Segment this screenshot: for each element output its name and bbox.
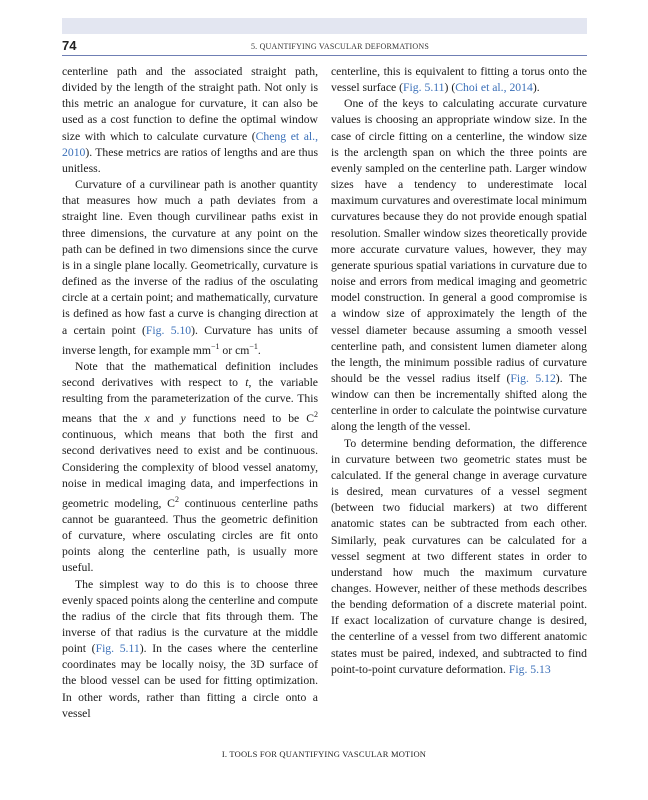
citation-link[interactable]: Fig. 5.11: [95, 642, 140, 656]
superscript: −1: [210, 341, 220, 351]
text-run: Note that the mathematical definition includes second derivatives with respect to: [62, 359, 318, 389]
header-band: [62, 18, 587, 34]
math-variable: x: [144, 412, 150, 426]
text-run: ). In the cases where the centerline coordinates may be locally noisy, the 3D surface of the blood vessel can be used for fitting optimization. In other words, rather than fitting a circle onto a vessel: [62, 642, 318, 720]
text-run: The simplest way to do this is to choose three evenly spaced points along the centerline and compute the radius of the circle that fits through them. The inverse of that radius is the curvature at the middle point (: [62, 577, 318, 656]
text-run: .: [257, 343, 261, 357]
left-column: [62, 64, 318, 722]
paragraph-p4: [62, 577, 318, 722]
citation-link[interactable]: Cheng et al., 2010: [62, 129, 318, 159]
citation-link[interactable]: Fig. 5.13: [508, 662, 551, 676]
header-rule: [62, 55, 587, 56]
text-run: and: [149, 412, 181, 426]
text-run: , the variable resulting from the parameterization of the curve. This means that the: [62, 375, 318, 426]
citation-link[interactable]: Choi et al., 2014: [455, 81, 533, 95]
text-run: or cm: [219, 343, 250, 357]
superscript: 2: [314, 410, 318, 420]
superscript: −1: [249, 341, 258, 351]
citation-link[interactable]: Fig. 5.11: [403, 81, 445, 95]
text-run: To determine bending deformation, the difference in curvature between two geometric states must be calculated. If the general change in average curvature is desired, mean curvatures of a vessel segment (between two fiducial markers) at two different anatomic states can be subtracted from each other. Similarly, peak curvatures can be calculated for a vessel segment at two different states in order to understand how much the maximum curvature changes. However, neither of these methods describes the bending deformation of a discrete material point. If exact localization of curvature change is desired, the centerline of a vessel from two different anatomic states must be paired, indexed, and subtracted to find point-to-point curvature deformation.: [331, 436, 587, 676]
right-column: [331, 64, 587, 678]
text-run: centerline, this is equivalent to fitting a torus onto the vessel surface (: [331, 65, 587, 95]
citation-link[interactable]: Fig. 5.10: [145, 323, 192, 337]
paragraph-p6: [331, 96, 587, 435]
text-run: ). Curvature has units of inverse length, for example mm: [62, 323, 319, 357]
text-run: ) (: [444, 81, 456, 95]
paragraph-p3: [62, 359, 318, 577]
text-run: ). These metrics are ratios of lengths and are thus unitless.: [62, 145, 318, 175]
text-run: ). The window can then be incrementally shifted along the centerline in order to calculate the pointwise curvature along the length of the vessel.: [331, 371, 587, 434]
paragraph-p7: [331, 436, 587, 678]
text-run: Curvature of a curvilinear path is another quantity that measures how much a path deviates from a straight line. Even though curvilinear paths exist in three dimensions, the curvature at any point on the path can be defined in two dimensions since the curve is in a single plane locally. Geometrically, curvature is defined as the inverse of the radius of the osculating circle at a certain point; and mathematically, curvature is defined as how fast a curve is changing direction at a certain point (: [62, 178, 318, 337]
paragraph-p2: [62, 177, 318, 359]
text-run: continuous, which means that both the first and second derivatives need to exist and be continuous. Considering the complexity of blood vessel anatomy, noise in medical imaging data, and imperfections in geometric modeling, C: [62, 428, 318, 510]
superscript: 2: [174, 494, 179, 504]
text-run: functions need to be C: [185, 412, 314, 426]
text-run: continuous centerline paths cannot be guaranteed. Thus the geometric definition of curvature, where osculating circles are fit onto points along the centerline path, is usually more useful.: [62, 496, 318, 575]
running-head: 5. QUANTIFYING VASCULAR DEFORMATIONS: [250, 42, 430, 51]
text-run: centerline path and the associated straight path, divided by the length of the straight path. Not only is this metric an analogue for curvature, it can also be used as a cost function to define the optimal window size with which to calculate curvature (: [62, 65, 318, 143]
math-variable: y: [180, 412, 186, 426]
footer-part-title: I. TOOLS FOR QUANTIFYING VASCULAR MOTION: [221, 749, 427, 759]
paragraph-p1: [62, 64, 318, 177]
page-number: 74: [62, 38, 77, 53]
citation-link[interactable]: Fig. 5.12: [510, 371, 556, 385]
text-run: One of the keys to calculating accurate curvature values is choosing an appropriate window size. In the case of circle fitting on a centerline, the window size is the arclength span on which the three points are evenly sampled on the centerline path. Larger window sizes have a tendency to underestimate local maximum curvatures and overestimate local minimum curvatures because they do not provide enough spatial resolution. Smaller window sizes theoretically provide more accurate curvature values, however, they may generate spurious spatial variations in curvature due to noise and errors from medical imaging and geometric model construction. In general a good compromise is a window size of approximately the length of the vessel diameter because assuming a smooth vessel centerline path, and consistent lumen diameter along the length, the minimum possible radius of curvature should be the vessel radius itself (: [331, 97, 587, 385]
text-run: ).: [532, 81, 540, 95]
math-variable: t: [245, 375, 249, 389]
paragraph-p5: [331, 64, 587, 96]
